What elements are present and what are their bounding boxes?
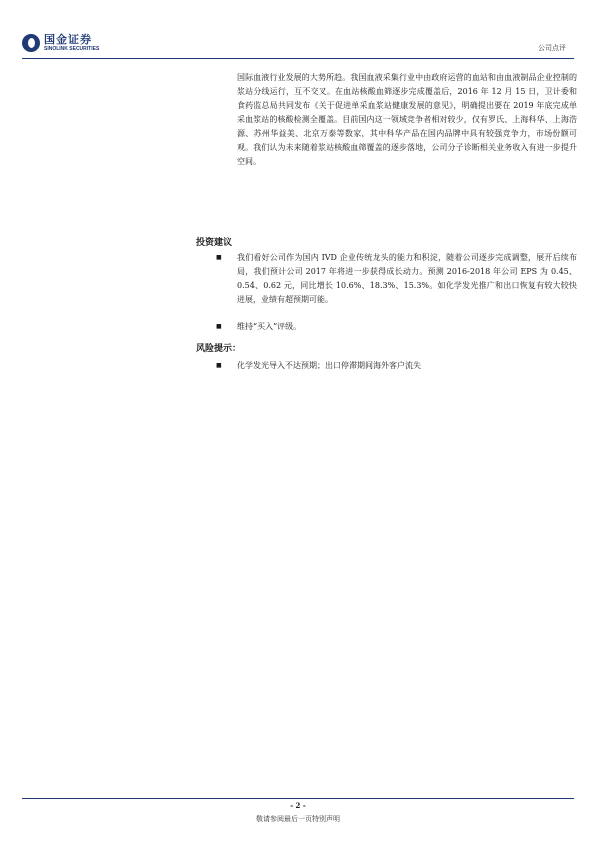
intro-paragraph: 国际血液行业发展的大势所趋。我国血液采集行业中由政府运营的血站和由血液制品企业控制的浆站分线运行，互不交叉。在血站核酸血筛逐步完成覆盖后，2016 年 12 月 15 日，卫计委和食药监总局共同发布《关于促进单采血浆站健康发展的意见》，明确提出要在 2019 年底完成单采血浆站的核酸检测全覆盖。目前国内这一领域竞争者相对较少，仅有罗氏、上海科华、上海浩源、苏州华益美、北京万泰等数家，其中科华产品在国内品牌中具有较强竞争力，市场份额可观。我们认为未来随着浆站核酸血筛覆盖的逐步落地，公司分子诊断相关业务收入有进一步提升空间。 bbox=[237, 73, 577, 166]
bullet-text: 化学发光导入不达预期；出口停滞期间海外客户流失 bbox=[237, 361, 421, 370]
footer-divider bbox=[22, 798, 574, 799]
brand-name-cn: 国金证券 bbox=[44, 33, 92, 46]
page-number: - 2 - bbox=[290, 801, 306, 810]
square-bullet-icon: ■ bbox=[216, 254, 222, 261]
brand-name-en: SINOLINK SECURITIES bbox=[44, 46, 100, 52]
bullet-text: 我们看好公司作为国内 IVD 企业传统龙头的能力和积淀，随着公司逐步完成调整，展开后续布局，我们预计公司 2017 年将进一步获得成长动力。预测 2016-2018 年公司 EPS 为 0.45、0.54、0.62 元，同比增长 10.6%、18.3%、15.3%。如化学发光推广和出口恢复有较大较快进展，业绩有超预期可能。 bbox=[237, 253, 577, 304]
square-bullet-icon: ■ bbox=[216, 323, 222, 330]
footer-disclaimer: 敬请参阅最后一页特别声明 bbox=[256, 815, 340, 823]
page-header bbox=[22, 34, 574, 58]
square-bullet-icon: ■ bbox=[216, 362, 222, 369]
section-title-risk-warning: 风险提示： bbox=[196, 344, 242, 354]
sinolink-logo-icon bbox=[22, 34, 40, 52]
section-title-investment-advice: 投资建议 bbox=[196, 238, 233, 248]
sinolink-logo bbox=[22, 34, 99, 52]
report-type-label: 公司点评 bbox=[538, 44, 566, 52]
list-item bbox=[216, 251, 577, 307]
list-item bbox=[216, 320, 577, 334]
bullet-text: 维持“买入”评级。 bbox=[237, 322, 302, 331]
header-divider bbox=[22, 58, 574, 59]
list-item bbox=[216, 359, 577, 373]
